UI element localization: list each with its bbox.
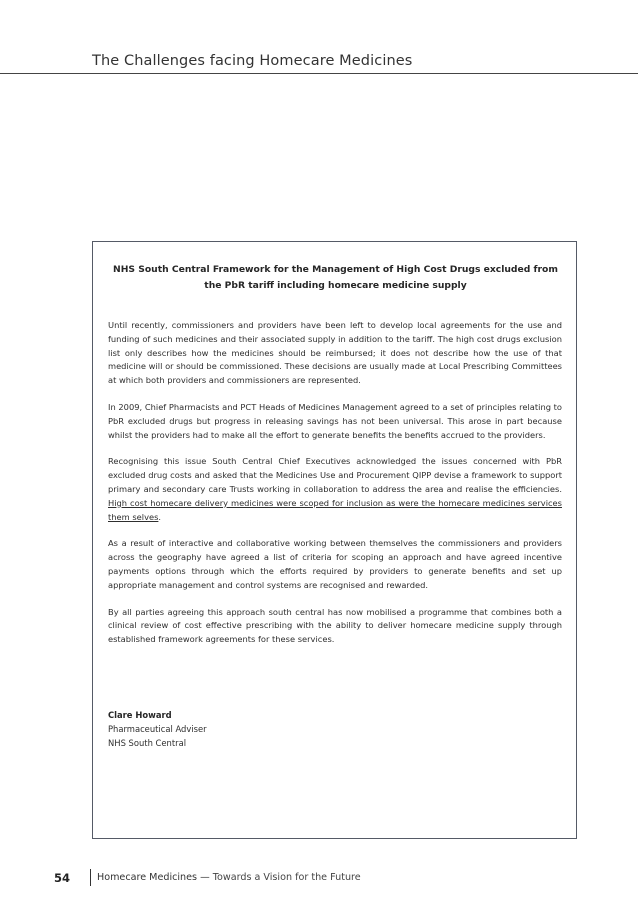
paragraph-3-text: Recognising this issue South Central Chief Executives acknowledged the issues concerned with PbR excluded drug costs and asked that the Medicines Use and Procurement QIPP devise a framework to support primary and secondary care Trusts working in collaboration to address the area and realise the efficiencies. xyxy=(108,456,562,494)
footer-subtitle: Towards a Vision for the Future xyxy=(212,872,361,883)
signature-role: Pharmaceutical Adviser xyxy=(108,723,207,734)
paragraph-2: In 2009, Chief Pharmacists and PCT Heads of Medicines Management agreed to a set of principles relating to PbR excluded drugs but progress in releasing savings has not been universal. This arose in part because whilst the providers had to make all the effort to generate benefits the benefits accrued to the providers. xyxy=(108,401,562,440)
page-header-title: The Challenges facing Homecare Medicines xyxy=(92,53,413,69)
box-title-line-2: the PbR tariff including homecare medicine supply xyxy=(204,280,467,291)
paragraph-1: Until recently, commissioners and providers have been left to develop local agreements for the use and funding of such medicines and their associated supply in addition to the tariff. The high cost drugs exclusion list only describes how the medicines should be reimbursed; it does not describe how the use of that medicine will or should be commissioned. These decisions are usually made at Local Prescribing Committees at which both providers and commissioners are represented. xyxy=(108,320,562,386)
case-study-box xyxy=(92,241,577,839)
paragraph-3-underlined-text: High cost homecare delivery medicines were scoped for inclusion as were the homecare medicines services them selves xyxy=(108,497,562,522)
header-rule xyxy=(0,73,638,74)
box-title xyxy=(93,262,578,294)
paragraph-3-end: . xyxy=(158,511,162,522)
signature-name: Clare Howard xyxy=(108,710,172,720)
signature-block xyxy=(108,709,207,750)
paragraph-4: As a result of interactive and collaborative working between themselves the commissioners and providers across the geography have agreed a list of criteria for scoping an approach and have agreed incentive payments options through which the efforts required by providers to generate benefits and set up appropriate management and control systems are recognised and rewarded. xyxy=(108,538,562,590)
paragraph-5: By all parties agreeing this approach south central has now mobilised a programme that combines both a clinical review of cost effective prescribing with the ability to deliver homecare medicine supply through established framework agreements for these services. xyxy=(108,606,562,645)
box-body xyxy=(108,319,562,660)
box-title-line-1: NHS South Central Framework for the Management of High Cost Drugs excluded from xyxy=(113,264,558,275)
footer-divider xyxy=(90,869,91,886)
signature-organisation: NHS South Central xyxy=(108,737,187,748)
page-number: 54 xyxy=(54,871,71,885)
paragraph-3 xyxy=(108,455,562,524)
footer-separator: — xyxy=(200,872,210,883)
footer-text xyxy=(97,872,361,883)
footer-publication: Homecare Medicines xyxy=(97,872,198,883)
